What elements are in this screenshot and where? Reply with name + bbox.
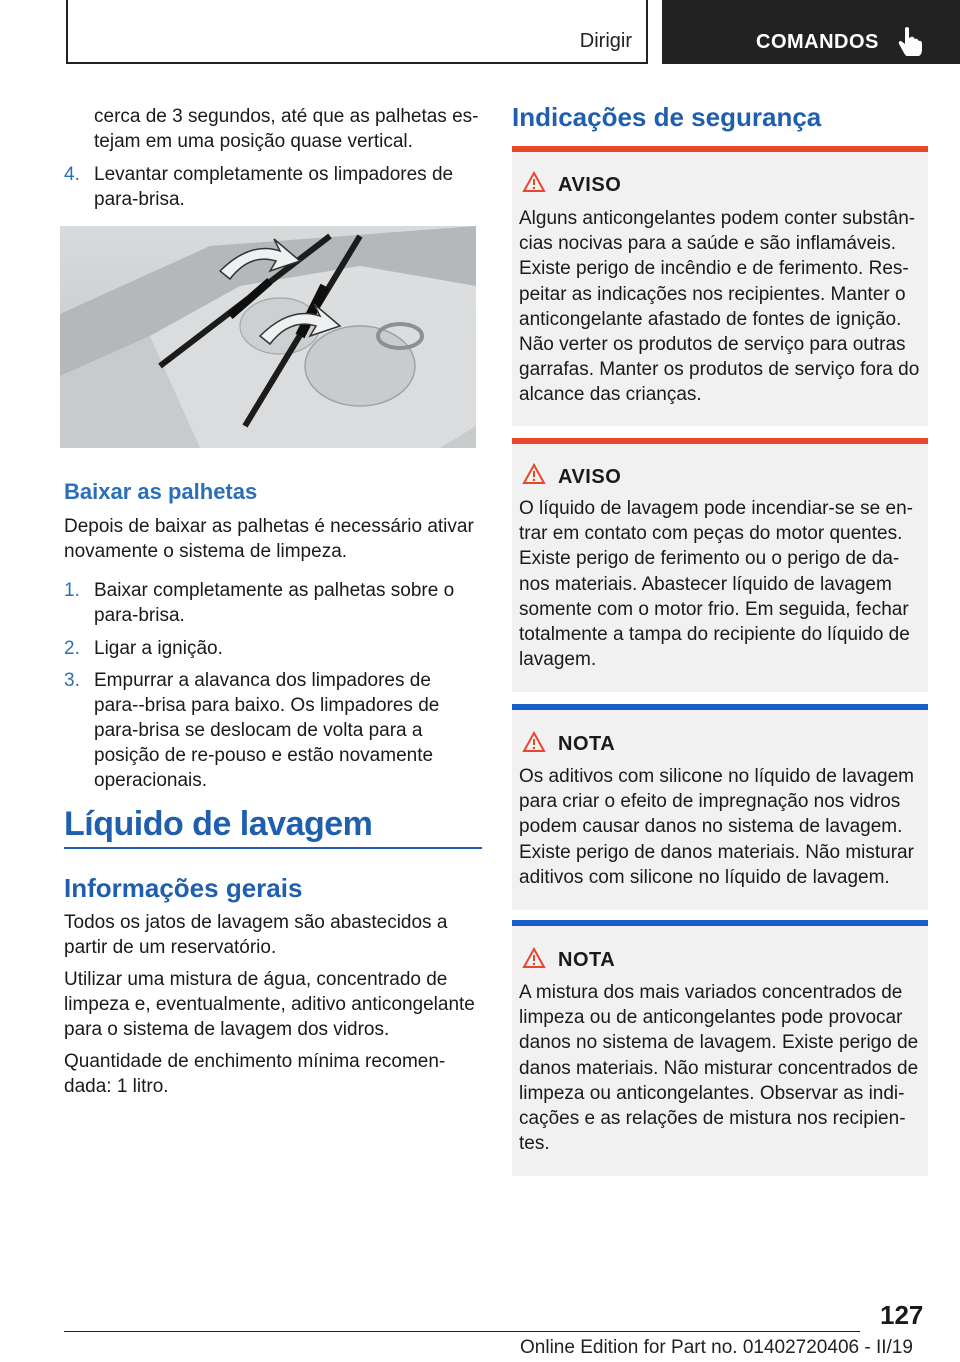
step-number: 4. [64,164,80,185]
step-text: Baixar completamente as palhetas sobre o para-brisa. [94,580,455,626]
lower-blades-heading: Baixar as palhetas [64,479,258,504]
general-info-p1: Todos os jatos de lavagem são abastecidos a partir de um reservatório. [64,912,448,958]
warning-triangle-icon [522,171,546,193]
intro-line-1: cerca de 3 segundos, até que as palhetas es‐ [94,106,479,127]
page-number: 127 [880,1300,924,1330]
notice-card [512,920,928,1176]
warning-card [512,146,928,426]
card-body: A mistura dos mais variados concentrados de limpeza ou de anticongelantes pode provocar danos no sistema de lavagem. Existe perigo de danos materiais. Não misturar concentrados de limpeza ou anticongelantes. Observar as indi‐cações e as relações de mistura nos recipien‐tes. [519,982,919,1155]
intro-line-2: tejam em uma posição quase vertical. [94,131,413,152]
card-body: O líquido de lavagem pode incendiar-se se en‐trar em contato com peças do motor quentes. Existe perigo de ferimento ou o perigo de da‐nos materiais. Abastecer líquido de lavagem somente com o motor frio. Em seguida, fechar totalmente a tampa do recipiente do líquido de lavagem. [519,498,913,671]
pointing-hand-icon [898,26,922,56]
warning-card [512,438,928,692]
header-section-label: Dirigir [579,30,632,52]
notice-bar [512,920,928,926]
section-title: Líquido de lavagem [64,805,373,843]
header-section-box [66,0,648,64]
step-number: 1. [64,580,80,601]
footer-rule [64,1331,860,1332]
warning-triangle-icon [522,947,546,969]
step-text: Levantar completamente os limpadores de para-brisa. [94,164,454,210]
card-label: AVISO [558,174,622,196]
general-info-p3: Quantidade de enchimento mínima recomen‐dada: 1 litro. [64,1051,446,1097]
header-chapter-box [662,0,960,64]
card-body: Alguns anticongelantes podem conter substân‐cias nocivas para a saúde e são inflamáveis. Existe perigo de incêndio e de ferimento. Res‐peitar as indicações nos recipientes. Manter o anticongelante afastado de fontes de ignição. Não verter os produtos de serviço para outras garrafas. Manter os produtos de serviço fora do alcance das crianças. [519,208,920,406]
step-text: Empurrar a alavanca dos limpadores de para-‐brisa para baixo. Os limpadores de para-brisa se deslocam de volta para a posição de re‐pouso e estão novamente operacionais. [94,670,440,791]
warning-triangle-icon [522,463,546,485]
notice-card [512,704,928,910]
card-label: NOTA [558,733,616,755]
windshield-wiper-image [60,226,476,448]
card-label: NOTA [558,949,616,971]
wiper-illustration [60,226,476,448]
edition-footer: Online Edition for Part no. 01402720406 - II/19 [520,1337,913,1358]
section-title-rule [64,847,482,849]
step-number: 3. [64,670,80,691]
warning-triangle-icon [522,731,546,753]
general-info-heading: Informações gerais [64,873,303,903]
lower-blades-intro: Depois de baixar as palhetas é necessário ativar novamente o sistema de limpeza. [64,516,474,562]
general-info-p2: Utilizar uma mistura de água, concentrado de limpeza e, eventualmente, aditivo anticongelante para o sistema de lavagem dos vidros. [64,969,475,1040]
step-number: 2. [64,638,80,659]
notice-bar [512,704,928,710]
header-chapter-label: COMANDOS [756,31,879,53]
safety-title: Indicações de segurança [512,102,822,132]
step-text: Ligar a ignição. [94,638,223,659]
card-body: Os aditivos com silicone no líquido de lavagem para criar o efeito de impregnação nos vidros podem causar danos no sistema de lavagem. Existe perigo de danos materiais. Não misturar aditivos com silicone no líquido de lavagem. [519,766,914,888]
warning-bar [512,438,928,444]
warning-bar [512,146,928,152]
card-label: AVISO [558,466,622,488]
